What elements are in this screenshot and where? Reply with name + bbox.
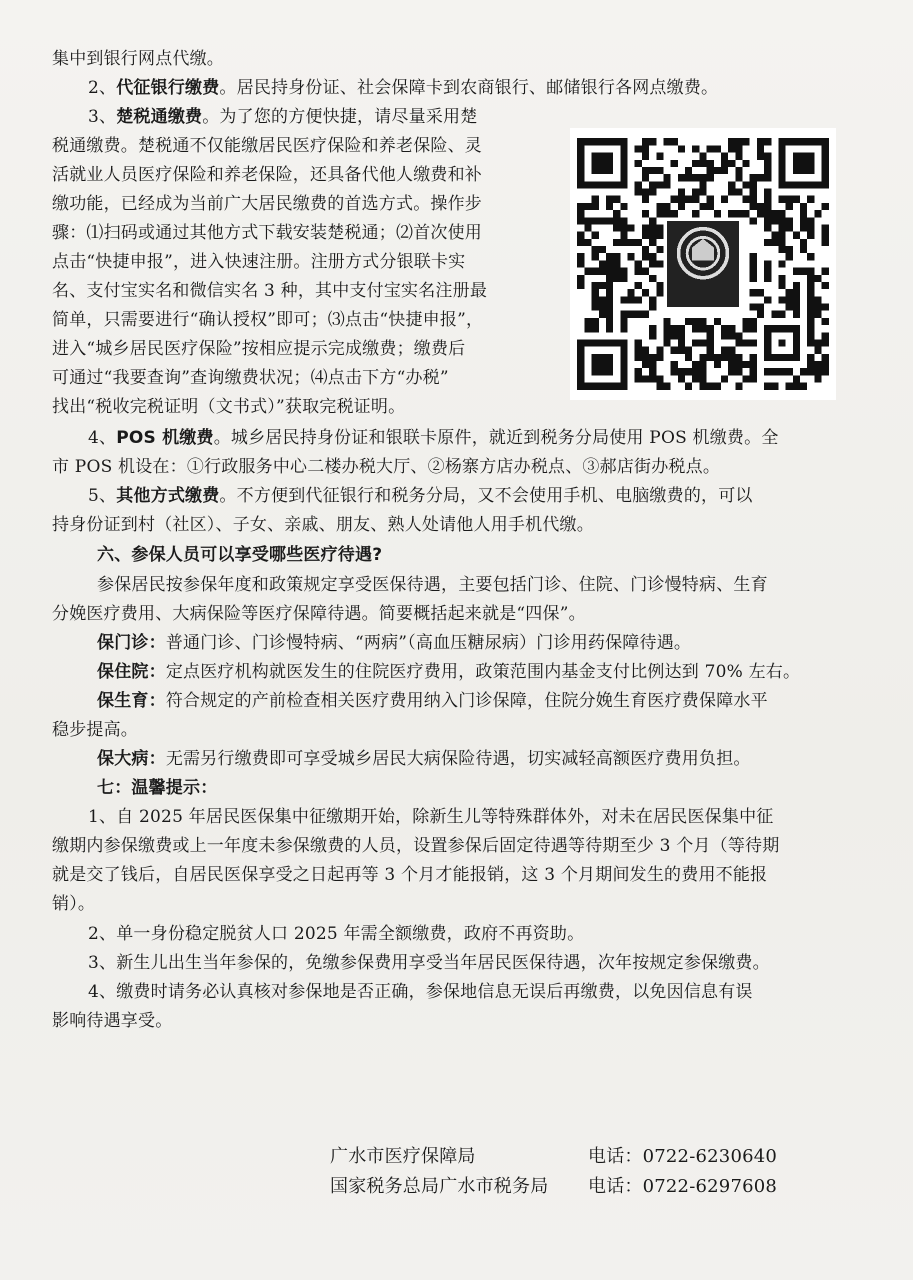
benefit-title: 保门诊： xyxy=(97,633,166,653)
phone-medical-security: 电话：0722-6230640 xyxy=(588,1146,778,1167)
pos-payment-paragraph xyxy=(88,427,779,449)
text-line: 可通过“我要查询”查询缴费状况；⑷点击下方“办税” xyxy=(52,368,449,388)
benefit-maternity xyxy=(97,690,768,712)
other-payment-paragraph xyxy=(88,485,753,507)
text-line: 缴期内参保缴费或上一年度未参保缴费的人员，设置参保后固定待遇等待期至少 3 个月（等待期 xyxy=(52,836,780,856)
item-number: 5、 xyxy=(88,486,117,506)
text-line: 稳步提高。 xyxy=(52,720,138,740)
item-number: 4、 xyxy=(88,428,117,448)
chushuitong-paragraph xyxy=(88,106,477,128)
text-line: 分娩医疗费用、大病保险等医疗保障待遇。简要概括起来就是“四保”。 xyxy=(52,604,586,624)
text-line: 影响待遇享受。 xyxy=(52,1011,173,1031)
item-title: 楚税通缴费 xyxy=(116,107,203,127)
section-heading: 六、参保人员可以享受哪些医疗待遇? xyxy=(97,545,383,565)
text-line: 集中到银行网点代缴。 xyxy=(52,49,224,69)
item-title: 其他方式缴费 xyxy=(116,486,220,506)
text-line: 简单，只需要进行“确认授权”即可；⑶点击“快捷申报”， xyxy=(52,310,484,330)
text-line: 税通缴费。楚税通不仅能缴居民医疗保险和养老保险、灵 xyxy=(52,136,482,156)
text-line: 持身份证到村（社区）、子女、亲戚、朋友、熟人处请他人用手机代缴。 xyxy=(52,515,594,535)
bank-payment-paragraph xyxy=(88,77,718,99)
phone-tax-bureau: 电话：0722-6297608 xyxy=(588,1176,778,1197)
text-line: 市 POS 机设在：①行政服务中心二楼办税大厅、②杨寨方店办税点、③郝店街办税点。 xyxy=(52,457,721,477)
item-text: 。居民持身份证、社会保障卡到农商银行、邮储银行各网点缴费。 xyxy=(219,78,719,98)
benefit-text: 无需另行缴费即可享受城乡居民大病保险待遇，切实减轻高额医疗费用负担。 xyxy=(165,749,751,769)
benefit-title: 保住院： xyxy=(97,662,166,682)
text-line: 3、新生儿出生当年参保的，免缴参保费用享受当年居民医保待遇，次年按规定参保缴费。 xyxy=(88,953,770,973)
text-line: 缴功能，已经成为当前广大居民缴费的首选方式。操作步 xyxy=(52,194,482,214)
benefit-major-illness xyxy=(97,748,751,770)
text-line: 1、自 2025 年居民医保集中征缴期开始，除新生儿等特殊群体外，对未在居民医保集中征 xyxy=(88,807,774,827)
text-line: 销）。 xyxy=(52,894,96,914)
text-line: 4、缴费时请务必认真核对参保地是否正确，参保地信息无误后再缴费，以免因信息有误 xyxy=(88,982,753,1002)
text-line: 参保居民按参保年度和政策规定享受医保待遇，主要包括门诊、住院、门诊慢特病、生育 xyxy=(97,575,768,595)
tax-emblem-icon xyxy=(663,217,742,310)
item-title: POS 机缴费 xyxy=(116,428,214,448)
text-line: 活就业人员医疗保险和养老保险，还具备代他人缴费和补 xyxy=(52,165,482,185)
section-heading: 七：温馨提示： xyxy=(97,778,218,798)
text-line: 2、单一身份稳定脱贫人口 2025 年需全额缴费，政府不再资助。 xyxy=(88,924,585,944)
qr-code-icon[interactable] xyxy=(570,128,836,400)
text-line: 骤：⑴扫码或通过其他方式下载安装楚税通；⑵首次使用 xyxy=(52,223,482,243)
item-title: 代征银行缴费 xyxy=(116,78,220,98)
benefit-outpatient xyxy=(97,632,691,654)
text-line: 就是交了钱后，自居民医保享受之日起再等 3 个月才能报销，这 3 个月期间发生的费用不能报 xyxy=(52,865,768,885)
benefit-text: 符合规定的产前检查相关医疗费用纳入门诊保障，住院分娩生育医疗费保障水平 xyxy=(165,691,768,711)
issuer-medical-security: 广水市医疗保障局 xyxy=(330,1146,476,1167)
benefit-text: 定点医疗机构就医发生的住院医疗费用，政策范围内基金支付比例达到 70% 左右。 xyxy=(165,662,801,682)
benefit-title: 保大病： xyxy=(97,749,166,769)
text-line: 名、支付宝实名和微信实名 3 种，其中支付宝实名注册最 xyxy=(52,281,488,301)
item-number: 3、 xyxy=(88,107,117,127)
issuer-tax-bureau: 国家税务总局广水市税务局 xyxy=(330,1176,549,1197)
text-line: 点击“快捷申报”，进入快速注册。注册方式分银联卡实 xyxy=(52,252,466,272)
benefit-title: 保生育： xyxy=(97,691,166,711)
item-text: 。不方便到代征银行和税务分局，又不会使用手机、电脑缴费的，可以 xyxy=(219,486,753,506)
item-number: 2、 xyxy=(88,78,117,98)
benefit-text: 普通门诊、门诊慢特病、“两病”（高血压糖尿病）门诊用药保障待遇。 xyxy=(165,633,692,653)
qr-code-graphic xyxy=(570,128,836,400)
item-text: 。城乡居民持身份证和银联卡原件，就近到税务分局使用 POS 机缴费。全 xyxy=(213,428,779,448)
text-line: 进入“城乡居民医疗保险”按相应提示完成缴费；缴费后 xyxy=(52,339,466,359)
benefit-inpatient xyxy=(97,661,800,683)
text-line: 找出“税收完税证明（文书式）”获取完税证明。 xyxy=(52,397,406,417)
item-text: 。为了您的方便快捷，请尽量采用楚 xyxy=(202,107,478,127)
